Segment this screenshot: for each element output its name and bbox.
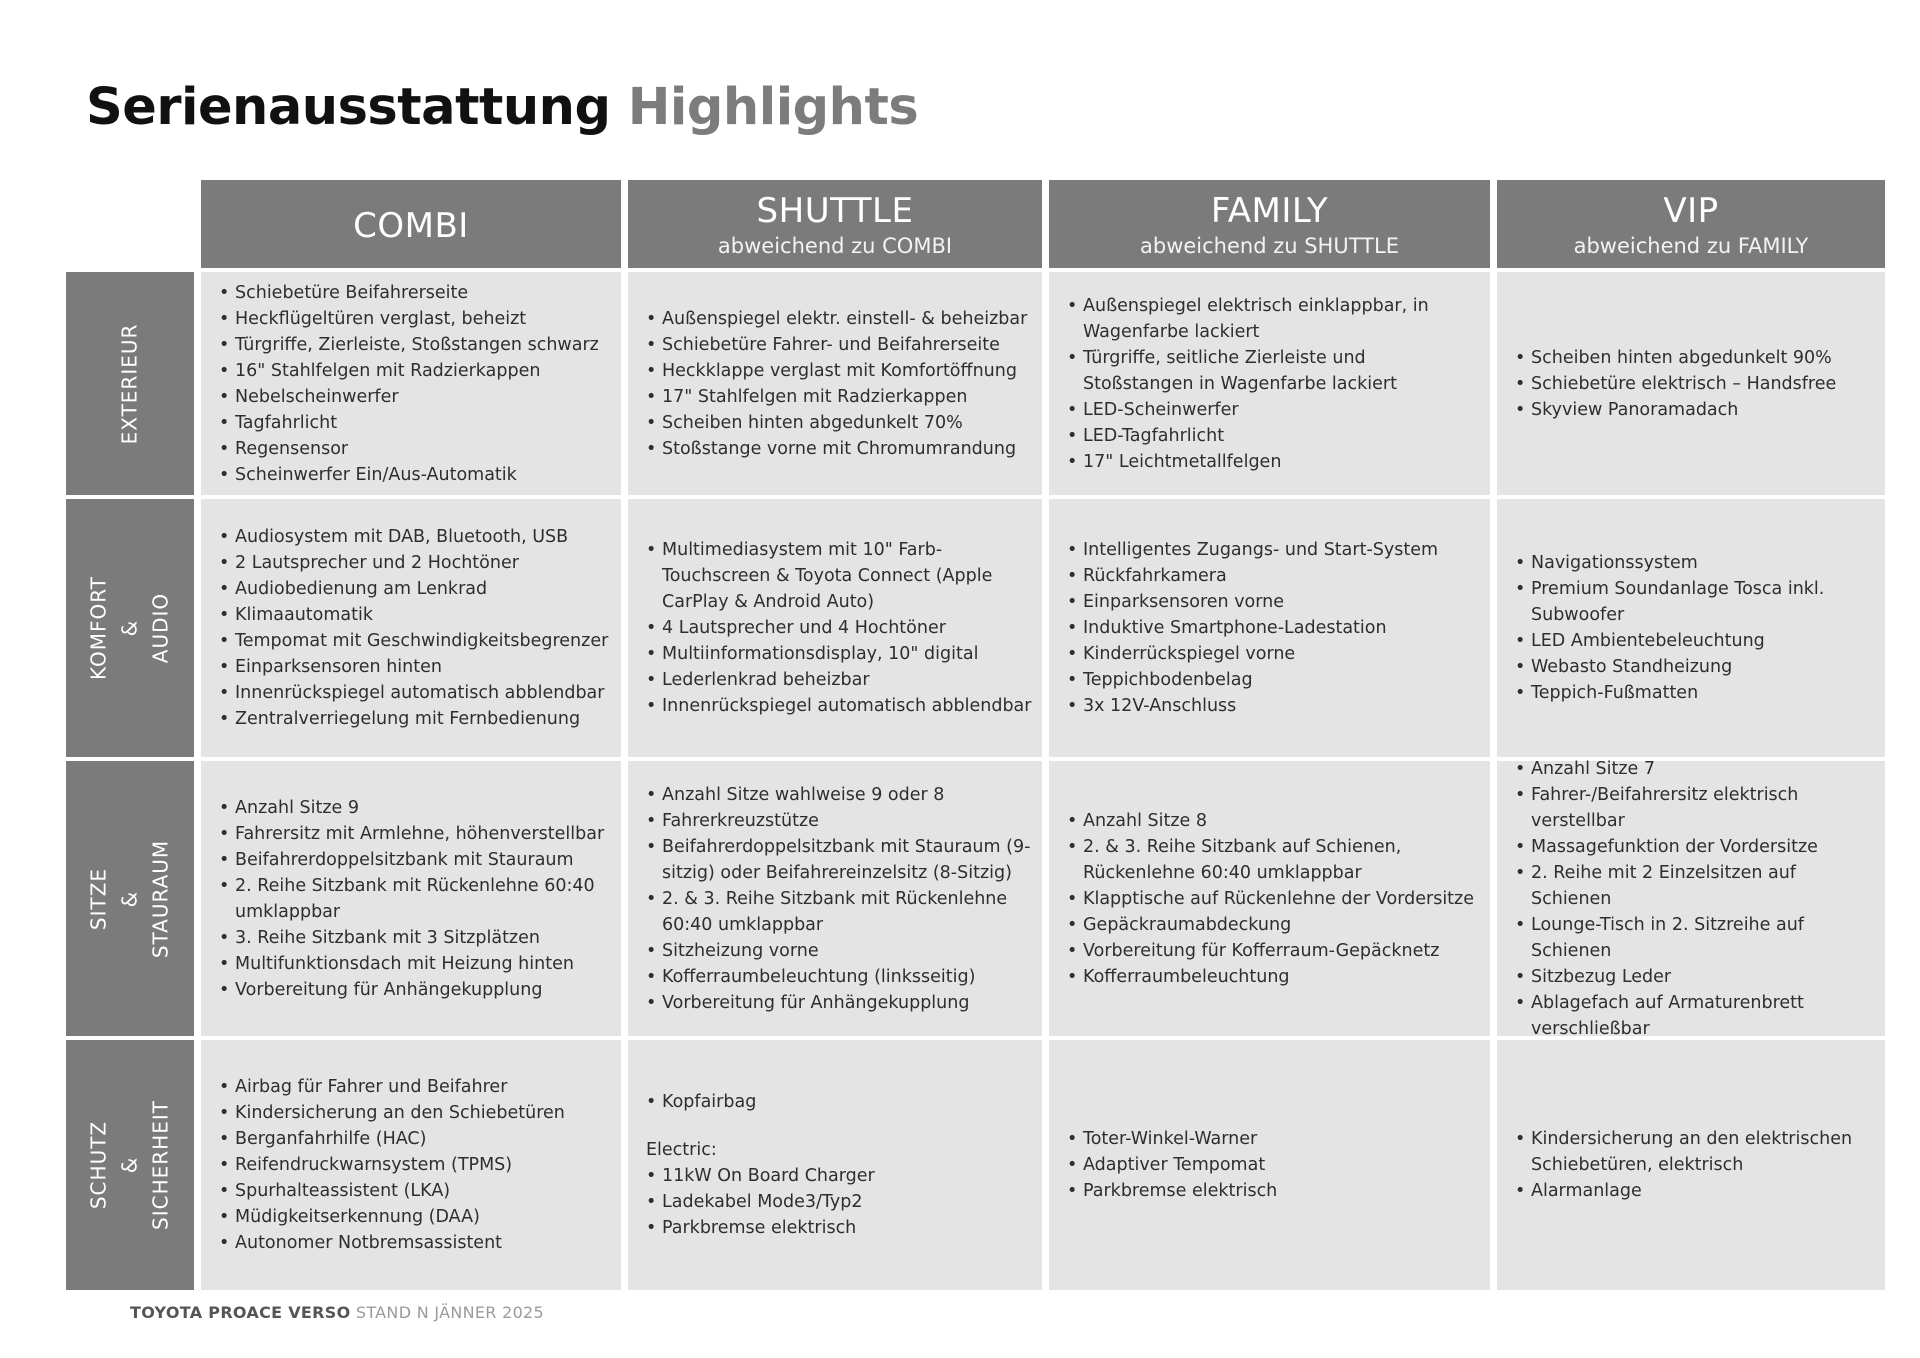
feature-list xyxy=(1515,550,1875,706)
feature-item: • Vorbereitung für Kofferraum-Gepäcknetz xyxy=(1067,938,1480,964)
feature-item: • LED Ambientebeleuchtung xyxy=(1515,628,1875,654)
feature-list xyxy=(646,1089,1032,1115)
column-subtitle: abweichend zu FAMILY xyxy=(1573,234,1809,258)
feature-cell xyxy=(628,272,1042,495)
row-label-line: & xyxy=(117,619,142,637)
feature-item: • 11kW On Board Charger xyxy=(646,1163,1032,1189)
feature-item: • Zentralverriegelung mit Fernbedienung xyxy=(219,706,611,732)
feature-item: • Berganfahrhilfe (HAC) xyxy=(219,1126,611,1152)
feature-cell xyxy=(201,761,621,1036)
feature-item: • 3. Reihe Sitzbank mit 3 Sitzplätzen xyxy=(219,925,611,951)
column-header-family xyxy=(1049,180,1490,268)
feature-item: • Beifahrerdoppelsitzbank mit Stauraum (9-sitzig) oder Beifahrereinzelsitz (8-Sitzig) xyxy=(646,834,1032,886)
feature-cell xyxy=(1497,272,1885,495)
feature-item: • Parkbremse elektrisch xyxy=(1067,1178,1480,1204)
row-label xyxy=(84,576,177,680)
feature-item: • Klapptische auf Rückenlehne der Vordersitze xyxy=(1067,886,1480,912)
feature-item: • Navigationssystem xyxy=(1515,550,1875,576)
feature-item: • Müdigkeitserkennung (DAA) xyxy=(219,1204,611,1230)
feature-item: • Spurhalteassistent (LKA) xyxy=(219,1178,611,1204)
feature-item: • Scheinwerfer Ein/Aus-Automatik xyxy=(219,462,611,488)
feature-cell xyxy=(1049,761,1490,1036)
table-corner xyxy=(66,180,194,268)
feature-item: • Parkbremse elektrisch xyxy=(646,1215,1032,1241)
feature-item: • Heckklappe verglast mit Komfortöffnung xyxy=(646,358,1032,384)
feature-cell xyxy=(628,1040,1042,1290)
page-title xyxy=(86,78,918,137)
feature-item: • Stoßstange vorne mit Chromumrandung xyxy=(646,436,1032,462)
feature-list xyxy=(1067,1126,1480,1204)
feature-item: • Schiebetüre Beifahrerseite xyxy=(219,280,611,306)
feature-item: • Klimaautomatik xyxy=(219,602,611,628)
feature-cell xyxy=(1049,272,1490,495)
feature-item: • Intelligentes Zugangs- und Start-System xyxy=(1067,537,1480,563)
feature-item: • Schiebetüre Fahrer- und Beifahrerseite xyxy=(646,332,1032,358)
feature-item: • 3x 12V-Anschluss xyxy=(1067,693,1480,719)
feature-item: • 17" Leichtmetallfelgen xyxy=(1067,449,1480,475)
row-label-line: EXTERIEUR xyxy=(117,323,142,444)
feature-item: • Einparksensoren hinten xyxy=(219,654,611,680)
feature-list xyxy=(219,795,611,1003)
feature-cell xyxy=(1049,1040,1490,1290)
feature-item: • 2. & 3. Reihe Sitzbank auf Schienen, Rückenlehne 60:40 umklappbar xyxy=(1067,834,1480,886)
feature-item: • Kinderrückspiegel vorne xyxy=(1067,641,1480,667)
row-label-line: AUDIO xyxy=(148,592,173,664)
row-header xyxy=(66,1040,194,1290)
feature-item: • Sitzbezug Leder xyxy=(1515,964,1875,990)
feature-item: • Reifendruckwarnsystem (TPMS) xyxy=(219,1152,611,1178)
feature-item: • Lounge-Tisch in 2. Sitzreihe auf Schienen xyxy=(1515,912,1875,964)
feature-item: • Audiobedienung am Lenkrad xyxy=(219,576,611,602)
feature-item: • Vorbereitung für Anhängekupplung xyxy=(646,990,1032,1016)
feature-list xyxy=(646,537,1032,719)
feature-item: • Außenspiegel elektrisch einklappbar, in Wagenfarbe lackiert xyxy=(1067,293,1480,345)
feature-item: • 17" Stahlfelgen mit Radzierkappen xyxy=(646,384,1032,410)
feature-item: • Fahrer-/Beifahrersitz elektrisch verstellbar xyxy=(1515,782,1875,834)
feature-item: • Multifunktionsdach mit Heizung hinten xyxy=(219,951,611,977)
feature-item: • Scheiben hinten abgedunkelt 90% xyxy=(1515,345,1875,371)
feature-list xyxy=(646,306,1032,462)
row-label-line: KOMFORT xyxy=(86,576,111,680)
feature-list xyxy=(219,524,611,732)
feature-item: • Rückfahrkamera xyxy=(1067,563,1480,589)
feature-item: • Tagfahrlicht xyxy=(219,410,611,436)
feature-list xyxy=(1515,345,1875,423)
feature-item: • Türgriffe, seitliche Zierleiste und Stoßstangen in Wagenfarbe lackiert xyxy=(1067,345,1480,397)
feature-item: • Tempomat mit Geschwindigkeitsbegrenzer xyxy=(219,628,611,654)
column-name: FAMILY xyxy=(1210,191,1329,231)
feature-item: • Anzahl Sitze 7 xyxy=(1515,756,1875,782)
feature-item: • Kofferraumbeleuchtung xyxy=(1067,964,1480,990)
feature-item: • Nebelscheinwerfer xyxy=(219,384,611,410)
feature-item: • Kindersicherung an den Schiebetüren xyxy=(219,1100,611,1126)
feature-item: • Massagefunktion der Vordersitze xyxy=(1515,834,1875,860)
row-header xyxy=(66,761,194,1036)
column-name: VIP xyxy=(1663,191,1719,231)
feature-item: • Airbag für Fahrer und Beifahrer xyxy=(219,1074,611,1100)
row-label xyxy=(84,1100,177,1230)
feature-item: • Fahrersitz mit Armlehne, höhenverstellbar xyxy=(219,821,611,847)
feature-item: • Teppichbodenbelag xyxy=(1067,667,1480,693)
feature-item: • Fahrerkreuzstütze xyxy=(646,808,1032,834)
feature-sublist xyxy=(646,1163,1032,1241)
feature-list xyxy=(219,1074,611,1256)
row-label-line: SICHERHEIT xyxy=(148,1100,173,1230)
feature-item: • Webasto Standheizung xyxy=(1515,654,1875,680)
feature-item: • Multimediasystem mit 10" Farb-Touchscreen & Toyota Connect (Apple CarPlay & Android Auto) xyxy=(646,537,1032,615)
feature-item: • Adaptiver Tempomat xyxy=(1067,1152,1480,1178)
feature-cell xyxy=(1497,758,1885,1039)
feature-item: • Alarmanlage xyxy=(1515,1178,1875,1204)
footer-brand: TOYOTA PROACE VERSO xyxy=(130,1303,351,1322)
feature-item: • Gepäckraumabdeckung xyxy=(1067,912,1480,938)
equipment-table xyxy=(66,180,1885,1290)
feature-list xyxy=(1515,1126,1875,1204)
feature-item: • Innenrückspiegel automatisch abblendbar xyxy=(646,693,1032,719)
feature-item: • Sitzheizung vorne xyxy=(646,938,1032,964)
feature-list xyxy=(1067,808,1480,990)
footer xyxy=(130,1303,544,1322)
feature-cell xyxy=(1497,1040,1885,1290)
row-label-line: & xyxy=(117,890,142,907)
feature-list xyxy=(1067,537,1480,719)
feature-item: • Innenrückspiegel automatisch abblendbar xyxy=(219,680,611,706)
feature-item: • Einparksensoren vorne xyxy=(1067,589,1480,615)
feature-list xyxy=(646,782,1032,1016)
row-label-line: SCHUTZ xyxy=(86,1120,111,1210)
feature-item: • Audiosystem mit DAB, Bluetooth, USB xyxy=(219,524,611,550)
feature-item: • Regensensor xyxy=(219,436,611,462)
feature-item: • Teppich-Fußmatten xyxy=(1515,680,1875,706)
feature-item: • Kopfairbag xyxy=(646,1089,1032,1115)
feature-item: • Heckflügeltüren verglast, beheizt xyxy=(219,306,611,332)
feature-item: • Multiinformationsdisplay, 10" digital xyxy=(646,641,1032,667)
feature-item: • Autonomer Notbremsassistent xyxy=(219,1230,611,1256)
feature-item: • LED-Scheinwerfer xyxy=(1067,397,1480,423)
feature-item: • Beifahrerdoppelsitzbank mit Stauraum xyxy=(219,847,611,873)
feature-item: • Premium Soundanlage Tosca inkl. Subwoofer xyxy=(1515,576,1875,628)
feature-item: • Türgriffe, Zierleiste, Stoßstangen schwarz xyxy=(219,332,611,358)
row-label-line: & xyxy=(117,1156,142,1174)
feature-item: • LED-Tagfahrlicht xyxy=(1067,423,1480,449)
feature-item: • Scheiben hinten abgedunkelt 70% xyxy=(646,410,1032,436)
column-subtitle: abweichend zu COMBI xyxy=(717,234,953,258)
row-header xyxy=(66,499,194,757)
feature-list xyxy=(1067,293,1480,475)
feature-cell xyxy=(1497,499,1885,757)
feature-item: • 4 Lautsprecher und 4 Hochtöner xyxy=(646,615,1032,641)
feature-item: • 2. & 3. Reihe Sitzbank mit Rückenlehne 60:40 umklappbar xyxy=(646,886,1032,938)
title-main: Serienausstattung xyxy=(86,78,611,137)
feature-list xyxy=(1515,756,1875,1042)
feature-item: • 2 Lautsprecher und 2 Hochtöner xyxy=(219,550,611,576)
feature-item: • Anzahl Sitze wahlweise 9 oder 8 xyxy=(646,782,1032,808)
feature-item: • Lederlenkrad beheizbar xyxy=(646,667,1032,693)
feature-item: • Kofferraumbeleuchtung (linksseitig) xyxy=(646,964,1032,990)
feature-item: • 2. Reihe mit 2 Einzelsitzen auf Schienen xyxy=(1515,860,1875,912)
feature-item: • Anzahl Sitze 9 xyxy=(219,795,611,821)
feature-cell xyxy=(201,272,621,495)
column-name: COMBI xyxy=(353,206,469,246)
feature-cell xyxy=(201,499,621,757)
feature-cell xyxy=(1049,499,1490,757)
row-label xyxy=(115,323,146,444)
feature-item: • Kindersicherung an den elektrischen Schiebetüren, elektrisch xyxy=(1515,1126,1875,1178)
column-header-combi xyxy=(201,180,621,268)
feature-cell xyxy=(201,1040,621,1290)
feature-item: • Skyview Panoramadach xyxy=(1515,397,1875,423)
feature-item: • Vorbereitung für Anhängekupplung xyxy=(219,977,611,1003)
column-header-shuttle xyxy=(628,180,1042,268)
feature-item: • Anzahl Sitze 8 xyxy=(1067,808,1480,834)
feature-item: • Außenspiegel elektr. einstell- & beheizbar xyxy=(646,306,1032,332)
feature-item: • Ladekabel Mode3/Typ2 xyxy=(646,1189,1032,1215)
column-subtitle: abweichend zu SHUTTLE xyxy=(1140,234,1399,258)
row-label xyxy=(84,839,177,957)
feature-item: • Toter-Winkel-Warner xyxy=(1067,1126,1480,1152)
row-label-line: SITZE xyxy=(86,867,111,930)
feature-item: • Induktive Smartphone-Ladestation xyxy=(1067,615,1480,641)
footer-stand: STAND N JÄNNER 2025 xyxy=(355,1303,545,1322)
column-header-vip xyxy=(1497,180,1885,268)
column-name: SHUTTLE xyxy=(756,191,914,231)
feature-item: • 16" Stahlfelgen mit Radzierkappen xyxy=(219,358,611,384)
feature-cell xyxy=(628,499,1042,757)
title-highlight: Highlights xyxy=(627,78,919,137)
row-header xyxy=(66,272,194,495)
feature-list xyxy=(219,280,611,488)
feature-item: • 2. Reihe Sitzbank mit Rückenlehne 60:40 umklappbar xyxy=(219,873,611,925)
feature-item: • Schiebetüre elektrisch – Handsfree xyxy=(1515,371,1875,397)
feature-cell xyxy=(628,761,1042,1036)
row-label-line: STAURAUM xyxy=(148,839,173,958)
feature-item: • Ablagefach auf Armaturenbrett verschließbar xyxy=(1515,990,1875,1042)
feature-subheading: Electric: xyxy=(646,1140,717,1160)
